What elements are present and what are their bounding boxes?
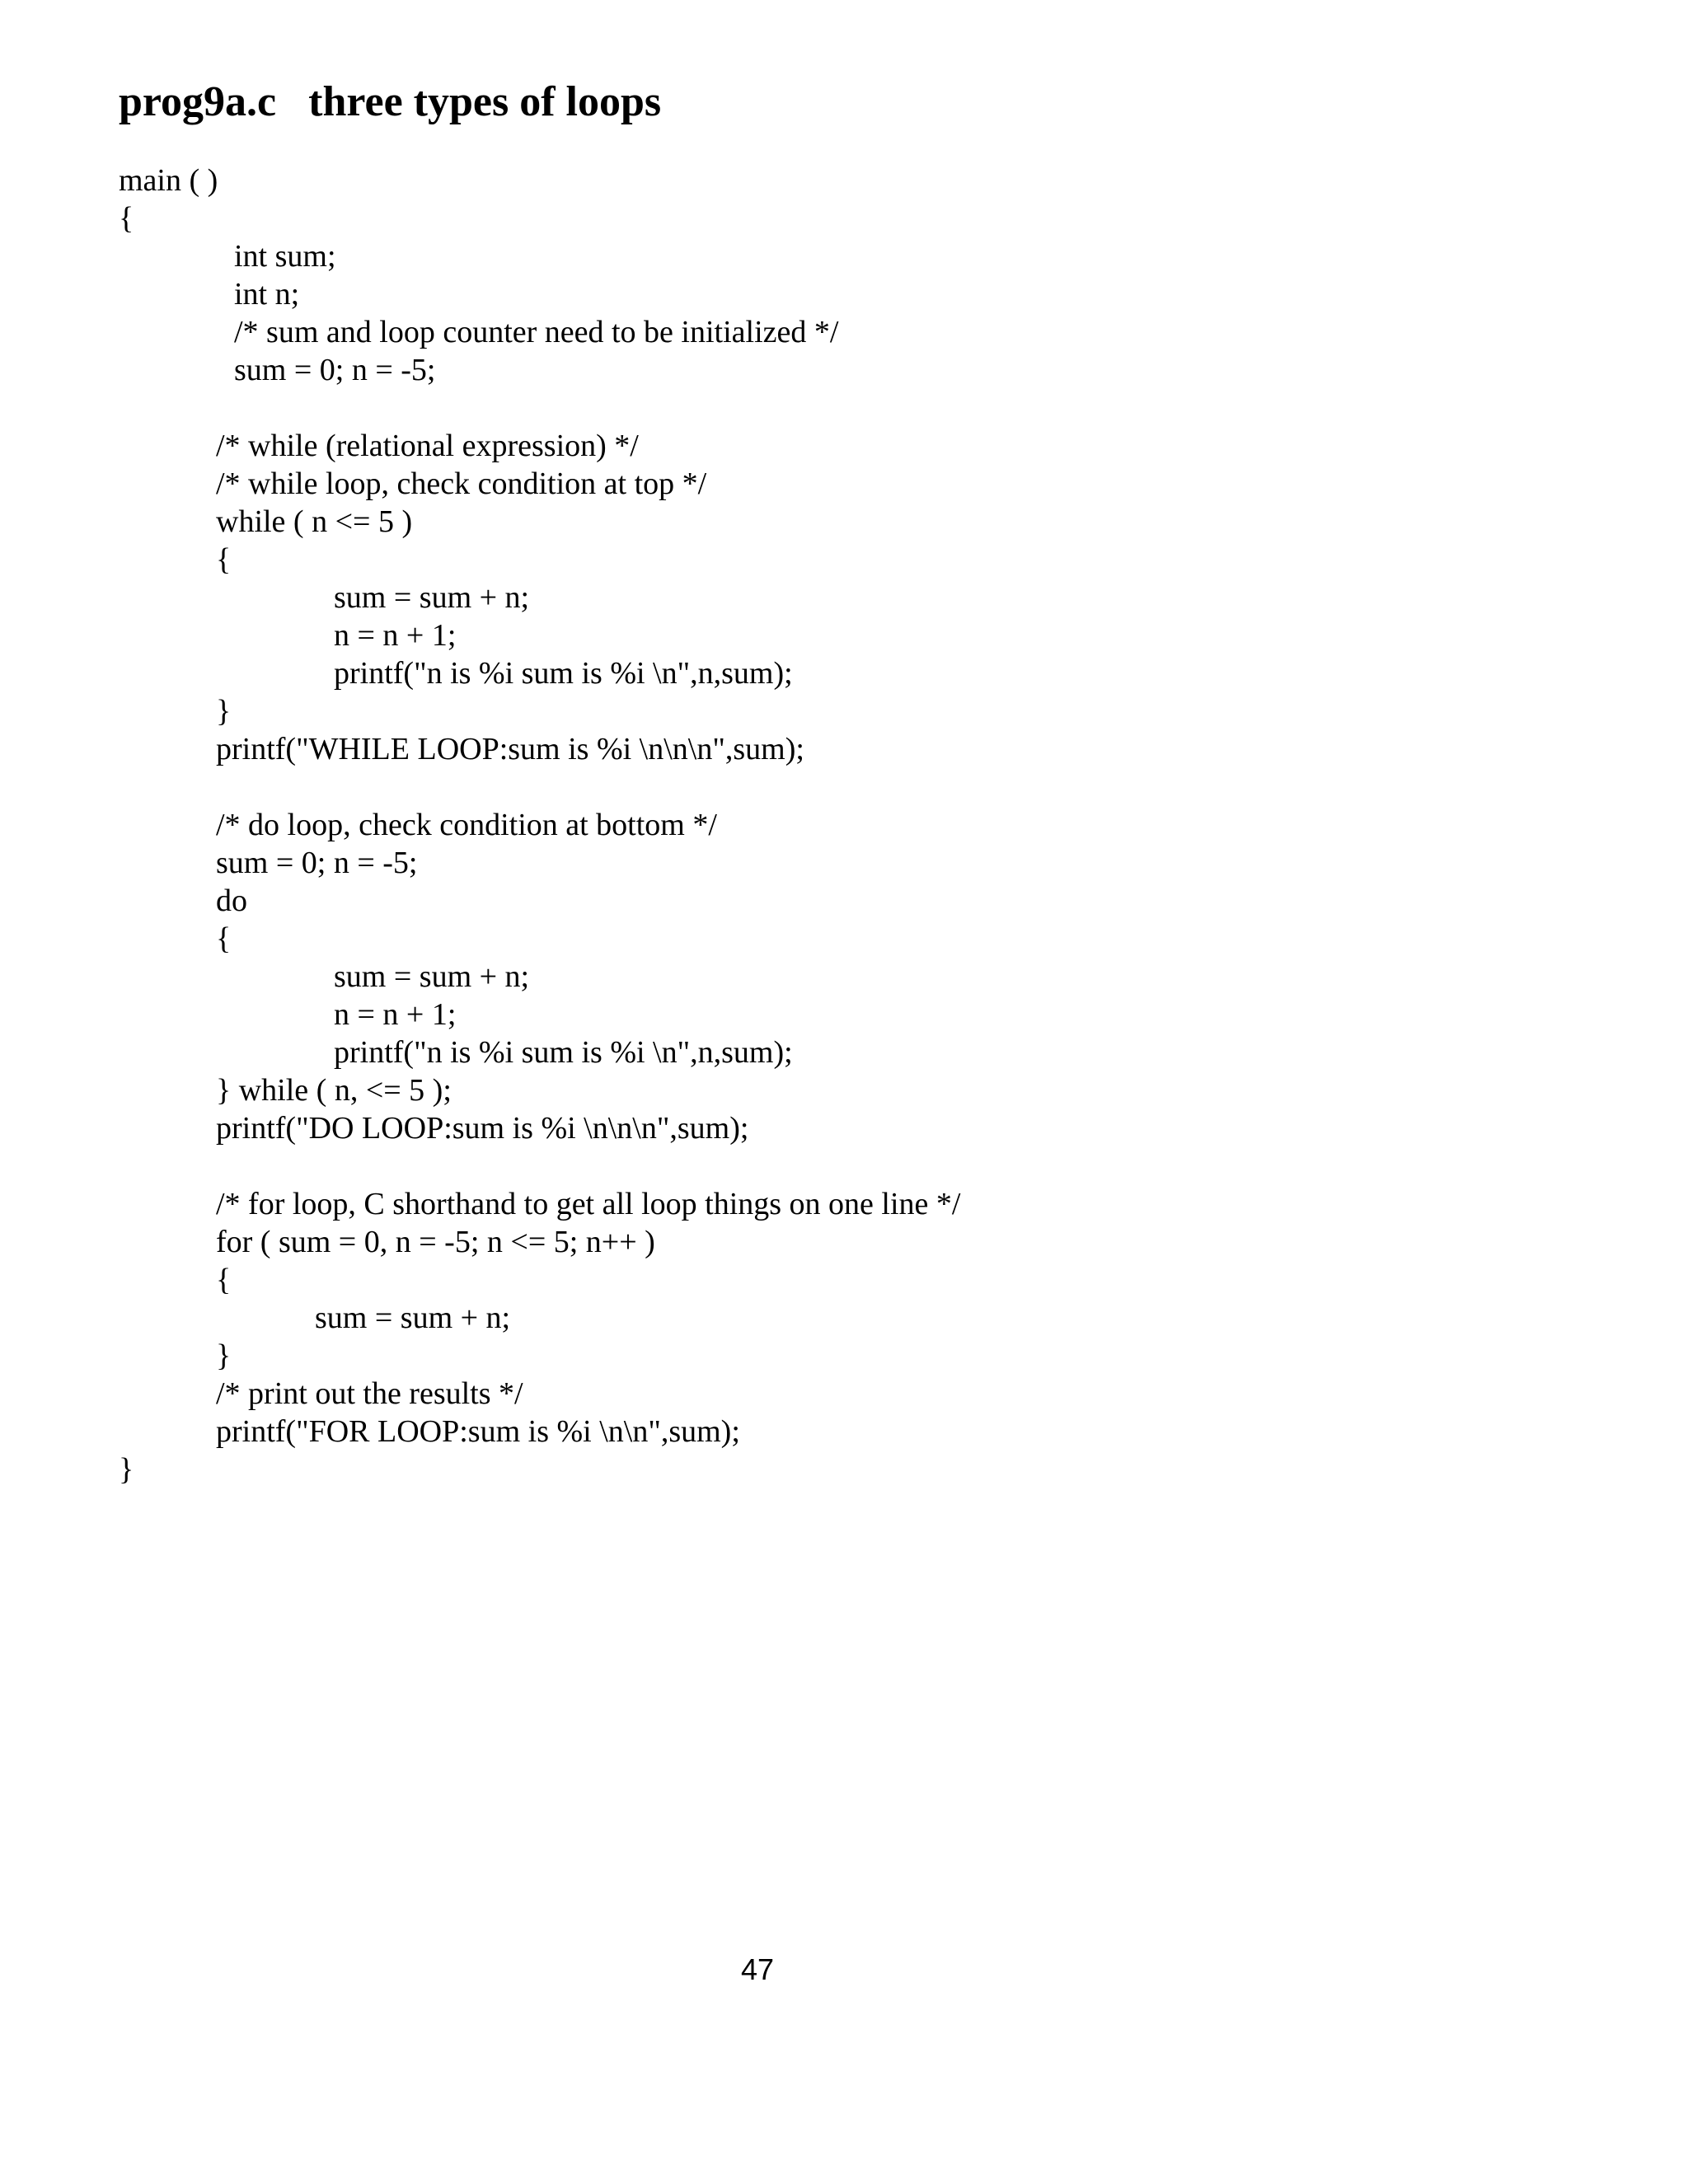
code-line: } while ( n, <= 5 ); bbox=[216, 1073, 452, 1108]
code-line: } bbox=[216, 1338, 232, 1373]
code-line: int sum; bbox=[234, 239, 336, 274]
code-line: /* print out the results */ bbox=[216, 1376, 523, 1411]
code-line: n = n + 1; bbox=[334, 997, 457, 1032]
code-line: sum = sum + n; bbox=[334, 580, 530, 615]
code-line: printf("DO LOOP:sum is %i \n\n\n",sum); bbox=[216, 1111, 749, 1146]
code-line: printf("WHILE LOOP:sum is %i \n\n\n",sum); bbox=[216, 732, 804, 766]
code-line: /* sum and loop counter need to be initialized */ bbox=[234, 315, 839, 349]
code-line: /* while loop, check condition at top */ bbox=[216, 466, 707, 501]
code-line: sum = 0; n = -5; bbox=[234, 353, 436, 387]
code-line: printf("FOR LOOP:sum is %i \n\n",sum); bbox=[216, 1414, 740, 1449]
code-line: sum = sum + n; bbox=[334, 959, 530, 994]
code-line: n = n + 1; bbox=[334, 618, 457, 653]
code-line: } bbox=[119, 1452, 134, 1487]
code-line: do bbox=[216, 883, 247, 918]
code-line: { bbox=[216, 1263, 232, 1297]
code-line: sum = sum + n; bbox=[315, 1301, 511, 1335]
page-number: 47 bbox=[740, 1952, 775, 1986]
code-line: while ( n <= 5 ) bbox=[216, 504, 413, 539]
code-line: printf("n is %i sum is %i \n",n,sum); bbox=[334, 1035, 793, 1070]
code-line: /* while (relational expression) */ bbox=[216, 429, 639, 463]
code-line: { bbox=[216, 921, 232, 956]
code-line: { bbox=[216, 542, 232, 577]
code-line: { bbox=[119, 201, 134, 236]
code-line: printf("n is %i sum is %i \n",n,sum); bbox=[334, 656, 793, 691]
code-line: } bbox=[216, 694, 232, 729]
code-line: int n; bbox=[234, 277, 300, 312]
code-line: main ( ) bbox=[119, 163, 218, 198]
code-line: sum = 0; n = -5; bbox=[216, 846, 418, 880]
page-title: prog9a.c three types of loops bbox=[119, 78, 662, 125]
code-line: /* for loop, C shorthand to get all loop things on one line */ bbox=[216, 1187, 961, 1221]
code-line: /* do loop, check condition at bottom */ bbox=[216, 808, 717, 842]
code-line: for ( sum = 0, n = -5; n <= 5; n++ ) bbox=[216, 1225, 655, 1259]
